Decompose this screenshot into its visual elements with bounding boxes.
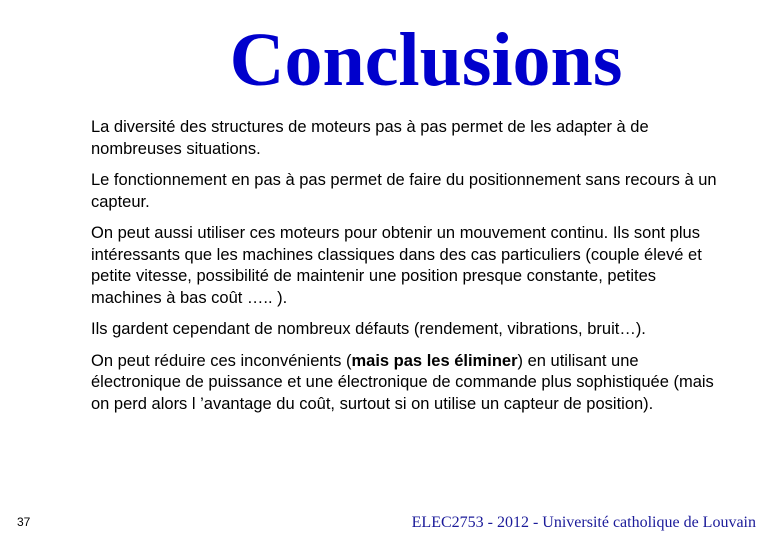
- slide-title: Conclusions: [229, 18, 623, 102]
- page-number: 37: [17, 515, 31, 529]
- paragraph-inconvenients: [91, 351, 731, 416]
- emphasis-mais-pas-les-eliminer: mais pas les éliminer: [351, 351, 518, 370]
- slide-body: [91, 117, 731, 425]
- paragraph-positionnement: Le fonctionnement en pas à pas permet de faire du positionnement sans recours à un capteur.: [91, 171, 717, 211]
- paragraph-mouvement-continu: On peut aussi utiliser ces moteurs pour obtenir un mouvement continu. Ils sont plus intéressants que les machines classiques dans des cas particuliers (couple élevé et petite vitesse, possibilité de maintenir une position presque constante, petites machines à bas coût ….. ).: [91, 224, 702, 307]
- paragraph-structures: La diversité des structures de moteurs pas à pas permet de les adapter à de nombreuses situations.: [91, 118, 649, 158]
- paragraph-defauts: Ils gardent cependant de nombreux défauts (rendement, vibrations, bruit…).: [91, 320, 646, 338]
- paragraph-inconvenients-end: ) en utilisant une électronique de puissance et une électronique de commande plus sophistiquée (mais on perd alors l ’avantage du coût, surtout si on utilise un capteur de position).: [91, 351, 714, 413]
- footer-course-info: ELEC2753 - 2012 - Université catholique de Louvain: [411, 514, 756, 531]
- paragraph-inconvenients-start: On peut réduire ces inconvénients (: [91, 351, 352, 370]
